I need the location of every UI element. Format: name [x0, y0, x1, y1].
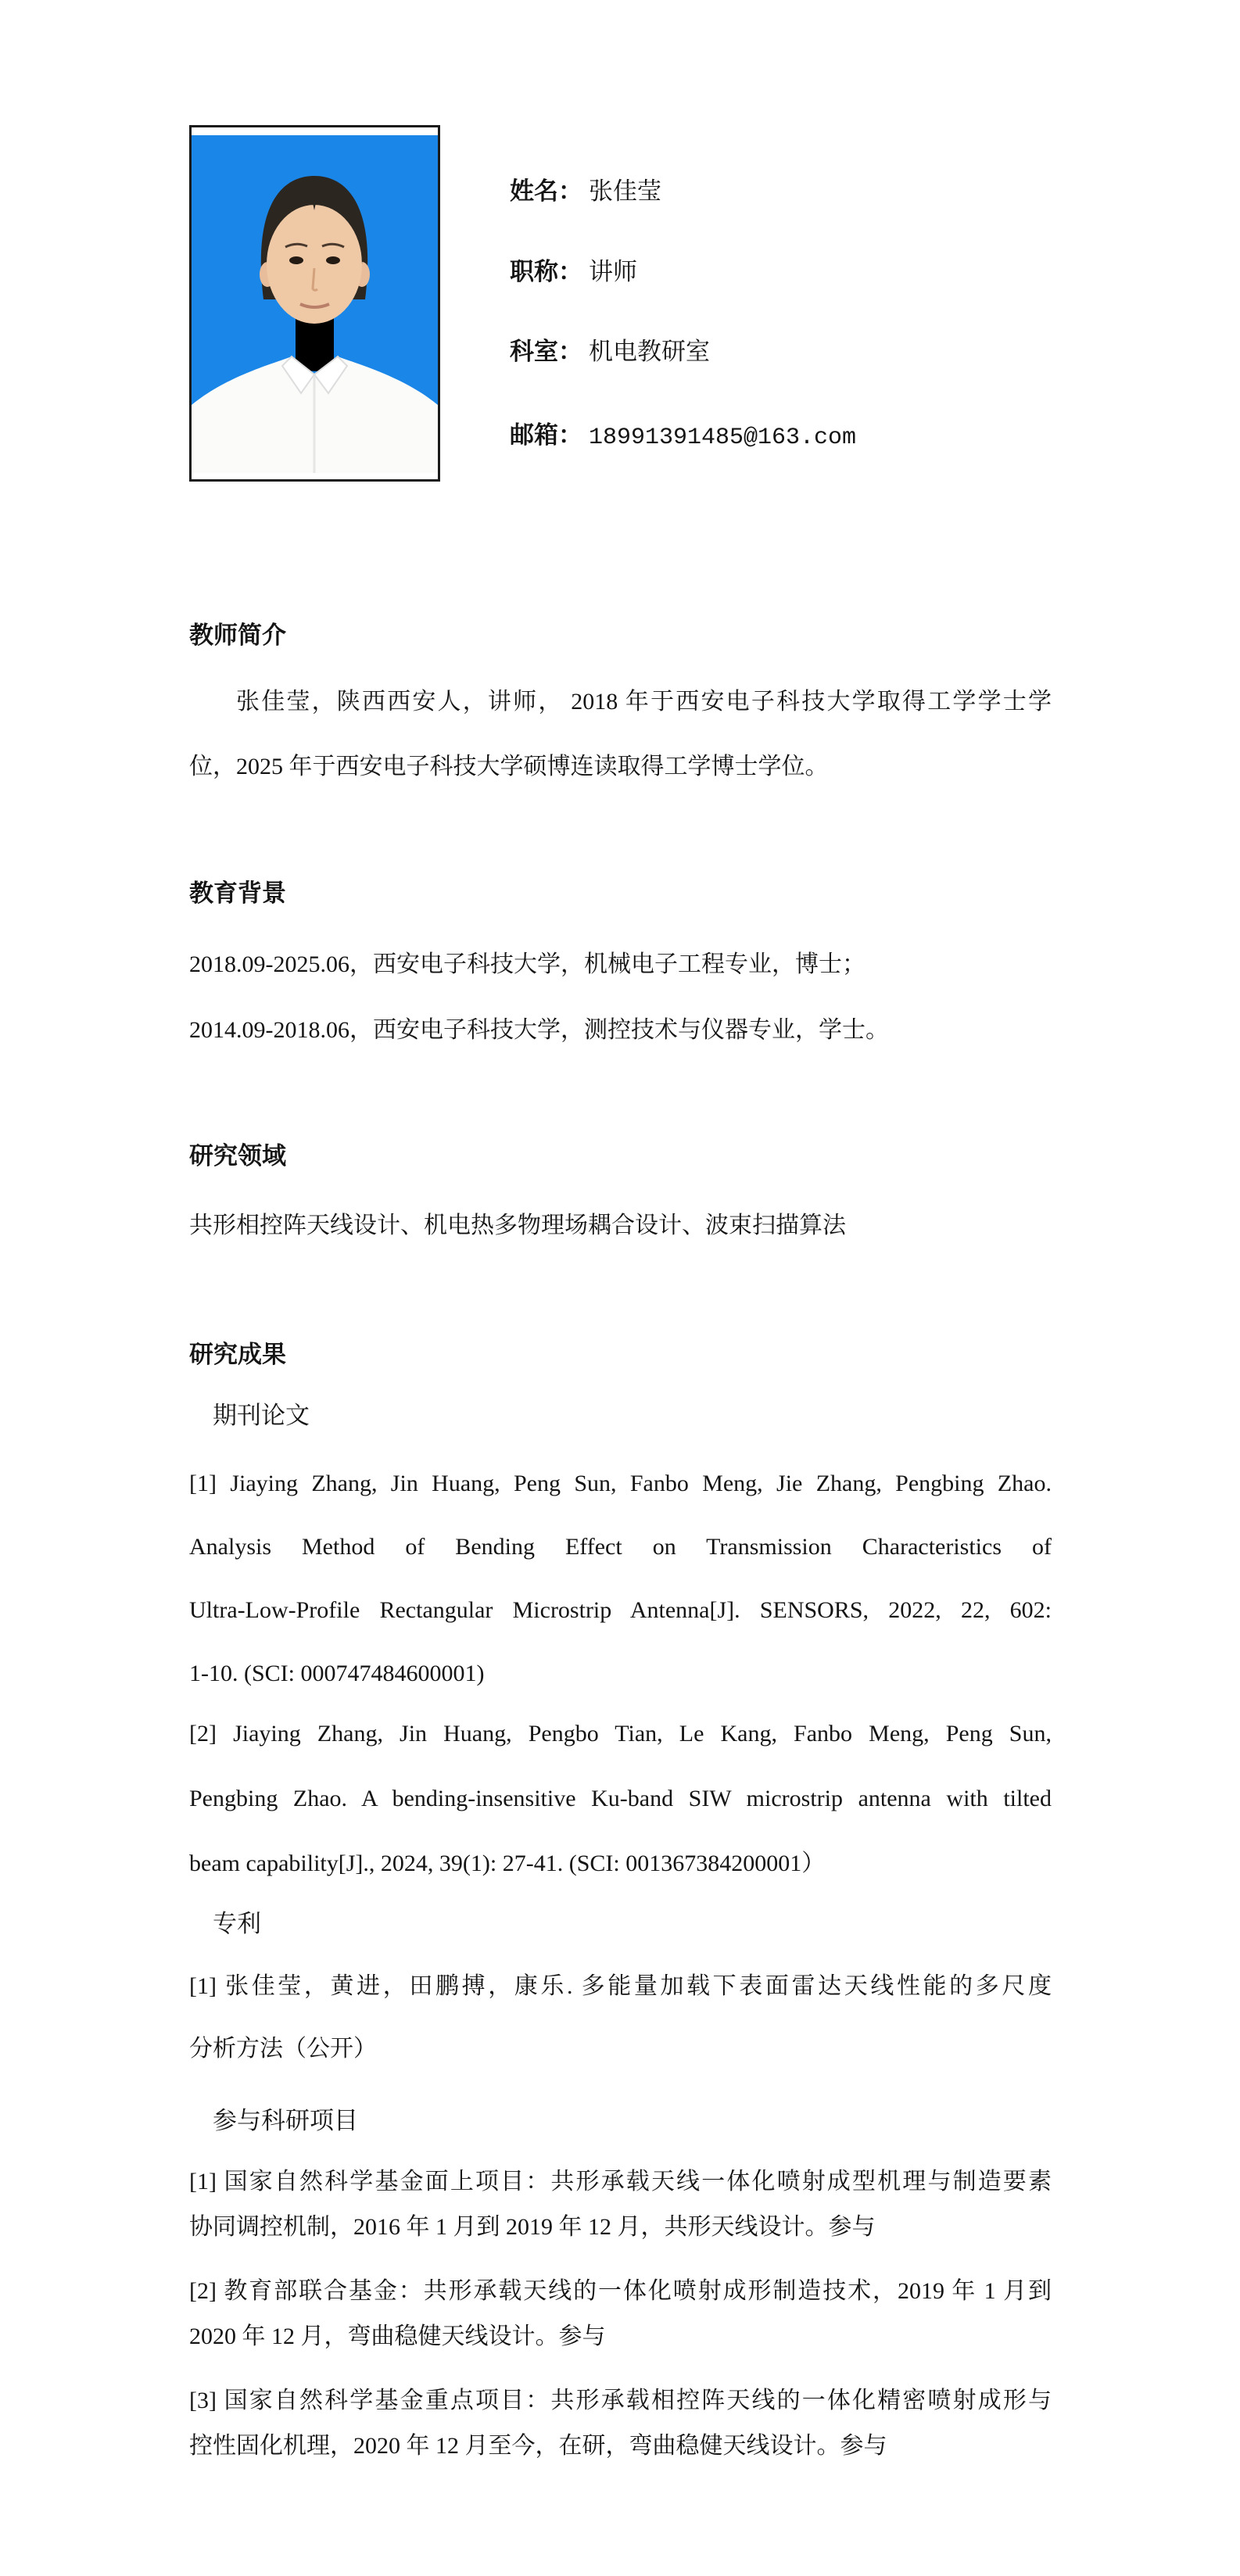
- email-value: 18991391485@163.com: [589, 425, 857, 451]
- patent-line: [1] 张佳莹，黄进，田鹏搏，康乐. 多能量加载下表面雷达天线性能的多尺度: [189, 1973, 1052, 1999]
- projects-subheading: 参与科研项目: [213, 2107, 358, 2134]
- publication-line: Analysis Method of Bending Effect on Transmission Characteristics of: [189, 1534, 1052, 1560]
- section-education: [189, 877, 1052, 1065]
- project-line: [3] 国家自然科学基金重点项目：共形承载相控阵天线的一体化精密喷射成形与: [189, 2388, 1052, 2413]
- portrait-photo-frame: [189, 125, 440, 482]
- email-label: 邮箱：: [510, 421, 582, 449]
- section-achievements: [189, 1338, 1052, 2480]
- info-row-department: [510, 336, 710, 369]
- info-row-email: [510, 420, 856, 453]
- publication-line: [1] Jiaying Zhang, Jin Huang, Peng Sun, Fanbo Meng, Jie Zhang, Pengbing Zhao.: [189, 1471, 1052, 1496]
- project-line: [1] 国家自然科学基金面上项目：共形承载天线一体化喷射成型机理与制造要素: [189, 2169, 1052, 2194]
- intro-line: 张佳莹，陕西西安人，讲师， 2018 年于西安电子科技大学取得工学学士学: [236, 689, 1052, 715]
- project-line: 协同调控机制，2016 年 1 月到 2019 年 12 月，共形天线设计。参与: [189, 2214, 876, 2240]
- department-label: 科室：: [510, 338, 582, 365]
- title-value: 讲师: [589, 258, 637, 285]
- patents-subheading: 专利: [213, 1910, 261, 1937]
- info-row-title: [510, 256, 637, 289]
- publication-line: beam capability[J]., 2024, 39(1): 27-41. (SCI: 001367384200001）: [189, 1850, 826, 1876]
- project-line: [2] 教育部联合基金：共形承载天线的一体化喷射成形制造技术，2019 年 1 月到: [189, 2278, 1052, 2304]
- journal-subheading: 期刊论文: [213, 1402, 310, 1429]
- publication-line: 1-10. (SCI: 000747484600001): [189, 1661, 485, 1686]
- intro-heading: 教师简介: [189, 622, 286, 649]
- portrait-photo: [192, 135, 438, 473]
- publication-line: Ultra-Low-Profile Rectangular Microstrip Antenna[J]. SENSORS, 2022, 22, 602:: [189, 1597, 1052, 1623]
- research-fields-heading: 研究领域: [189, 1142, 286, 1170]
- name-label: 姓名：: [510, 177, 582, 205]
- publication-line: Pengbing Zhao. A bending-insensitive Ku-band SIW microstrip antenna with tilted: [189, 1786, 1052, 1811]
- project-line: 控性固化机理，2020 年 12 月至今，在研，弯曲稳健天线设计。参与: [189, 2433, 887, 2459]
- title-label: 职称：: [510, 258, 582, 285]
- research-fields-line: 共形相控阵天线设计、机电热多物理场耦合设计、波束扫描算法: [189, 1213, 846, 1238]
- education-line: 2018.09-2025.06，西安电子科技大学，机械电子工程专业，博士；: [189, 951, 865, 977]
- department-value: 机电教研室: [589, 338, 710, 365]
- project-line: 2020 年 12 月，弯曲稳健天线设计。参与: [189, 2323, 606, 2349]
- intro-line: 位，2025 年于西安电子科技大学硕博连读取得工学博士学位。: [189, 754, 829, 779]
- info-row-name: [510, 176, 661, 209]
- publication-line: [2] Jiaying Zhang, Jin Huang, Pengbo Tian, Le Kang, Fanbo Meng, Peng Sun,: [189, 1721, 1052, 1747]
- photo-eye-left: [289, 256, 303, 264]
- achievements-heading: 研究成果: [189, 1341, 286, 1368]
- section-research-fields: [189, 1140, 1052, 1257]
- patent-line: 分析方法（公开）: [189, 2036, 377, 2062]
- section-intro: [189, 619, 1052, 807]
- education-line: 2014.09-2018.06，西安电子科技大学，测控技术与仪器专业，学士。: [189, 1017, 889, 1043]
- name-value: 张佳莹: [589, 177, 661, 205]
- basic-info: [510, 176, 1073, 489]
- photo-eye-right: [326, 256, 340, 264]
- education-heading: 教育背景: [189, 880, 286, 907]
